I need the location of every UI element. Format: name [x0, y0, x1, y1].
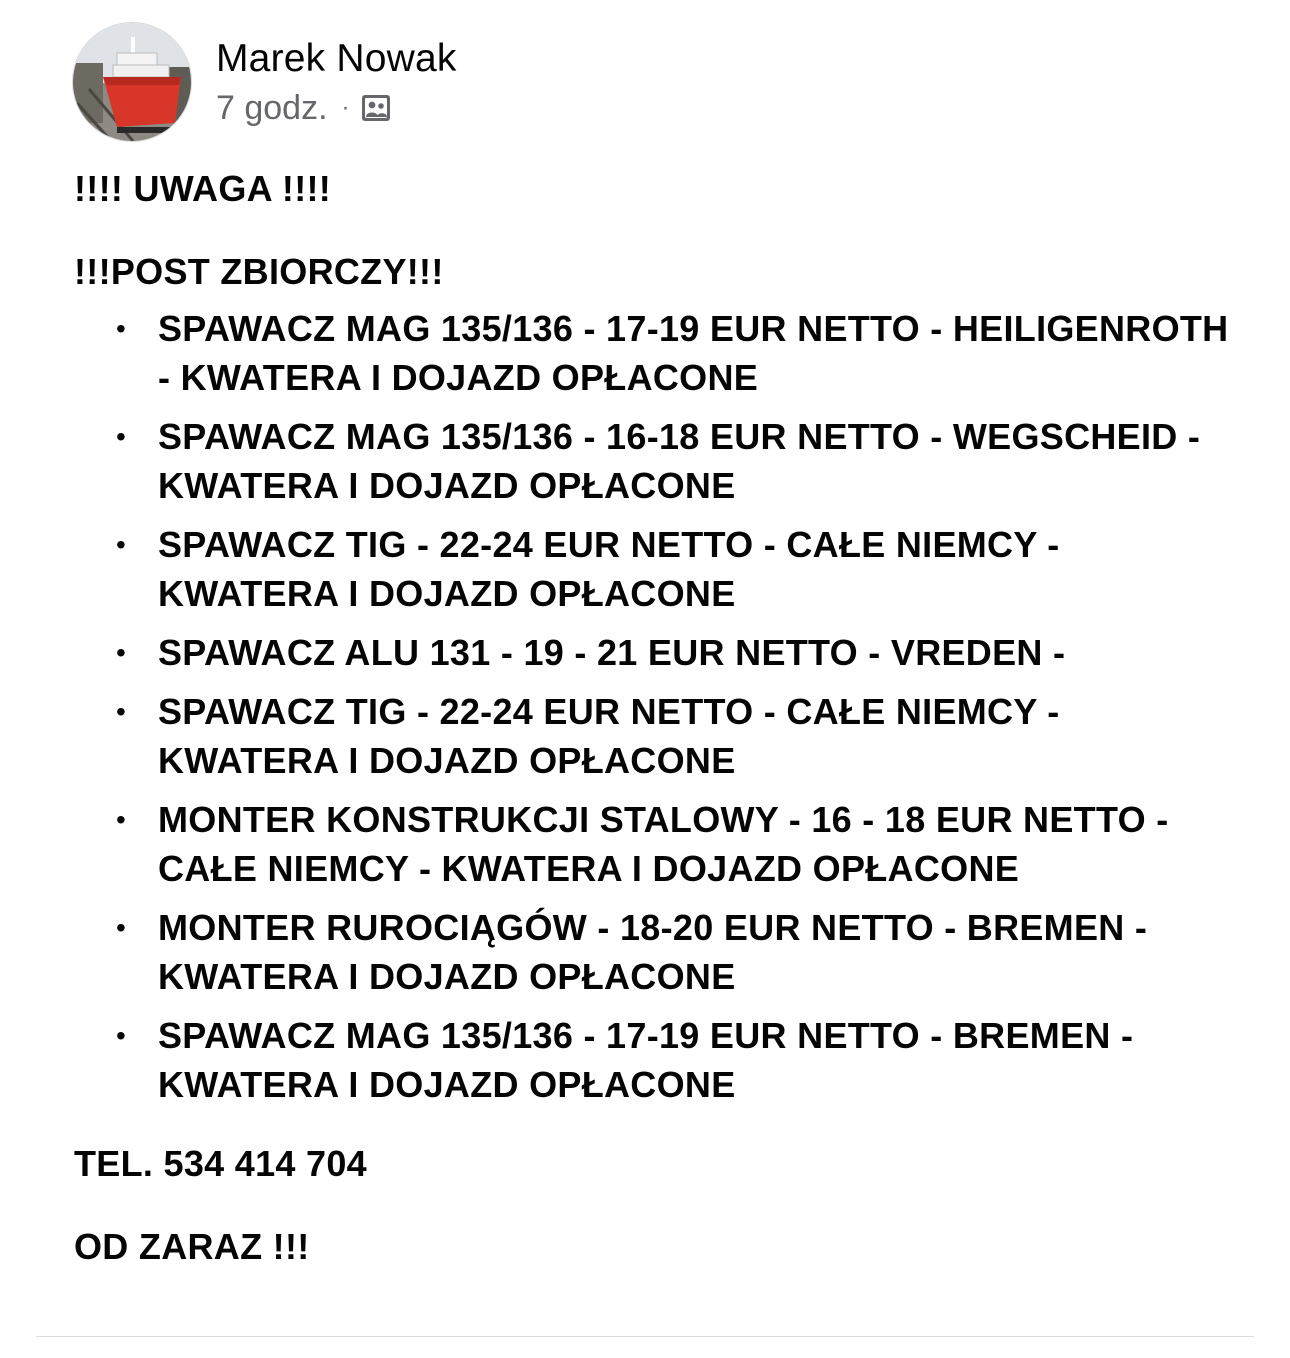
list-item — [74, 628, 1234, 677]
job-text: SPAWACZ TIG - 22-24 EUR NETTO - CAŁE NIEMCY - KWATERA I DOJAZD OPŁACONE — [158, 524, 1060, 614]
bullet: • — [116, 804, 127, 835]
job-text: SPAWACZ MAG 135/136 - 17-19 EUR NETTO - HEILIGENROTH - KWATERA I DOJAZD OPŁACONE — [158, 308, 1229, 398]
post-time[interactable]: 7 godz. — [216, 89, 328, 127]
job-text: SPAWACZ TIG - 22-24 EUR NETTO - CAŁE NIEMCY - KWATERA I DOJAZD OPŁACONE — [158, 691, 1060, 781]
post-content — [74, 164, 1234, 1271]
avatar[interactable] — [72, 22, 192, 142]
list-item — [74, 304, 1234, 402]
ship-avatar-icon — [73, 23, 192, 142]
job-text: SPAWACZ ALU 131 - 19 - 21 EUR NETTO - VREDEN - — [158, 632, 1066, 673]
job-text: MONTER RUROCIĄGÓW - 18-20 EUR NETTO - BREMEN - KWATERA I DOJAZD OPŁACONE — [158, 907, 1148, 997]
bullet: • — [116, 313, 127, 344]
group-audience-icon[interactable] — [360, 92, 392, 124]
job-text: SPAWACZ MAG 135/136 - 17-19 EUR NETTO - BREMEN - KWATERA I DOJAZD OPŁACONE — [158, 1015, 1134, 1105]
list-item — [74, 1011, 1234, 1109]
bullet: • — [116, 912, 127, 943]
post-header — [72, 22, 457, 142]
bullet: • — [116, 637, 127, 668]
job-list — [74, 304, 1234, 1109]
bullet: • — [116, 421, 127, 452]
job-text: SPAWACZ MAG 135/136 - 16-18 EUR NETTO - WEGSCHEID - KWATERA I DOJAZD OPŁACONE — [158, 416, 1201, 506]
warning-line: !!!! UWAGA !!!! — [74, 168, 332, 209]
bullet: • — [116, 696, 127, 727]
post-title-line: !!!POST ZBIORCZY!!! — [74, 251, 444, 292]
phone-line: TEL. 534 414 704 — [74, 1143, 367, 1184]
list-item — [74, 412, 1234, 510]
list-item — [74, 687, 1234, 785]
bullet: • — [116, 529, 127, 560]
closing-line: OD ZARAZ !!! — [74, 1226, 310, 1267]
list-item — [74, 903, 1234, 1001]
post-subline — [216, 88, 457, 128]
list-item — [74, 520, 1234, 618]
separator-dot: · — [341, 94, 350, 121]
job-text: MONTER KONSTRUKCJI STALOWY - 16 - 18 EUR NETTO - CAŁE NIEMCY - KWATERA I DOJAZD OPŁACONE — [158, 799, 1169, 889]
list-item — [74, 795, 1234, 893]
bullet: • — [116, 1020, 127, 1051]
post-meta — [216, 22, 457, 128]
divider — [36, 1336, 1254, 1337]
author-name[interactable]: Marek Nowak — [216, 37, 457, 80]
